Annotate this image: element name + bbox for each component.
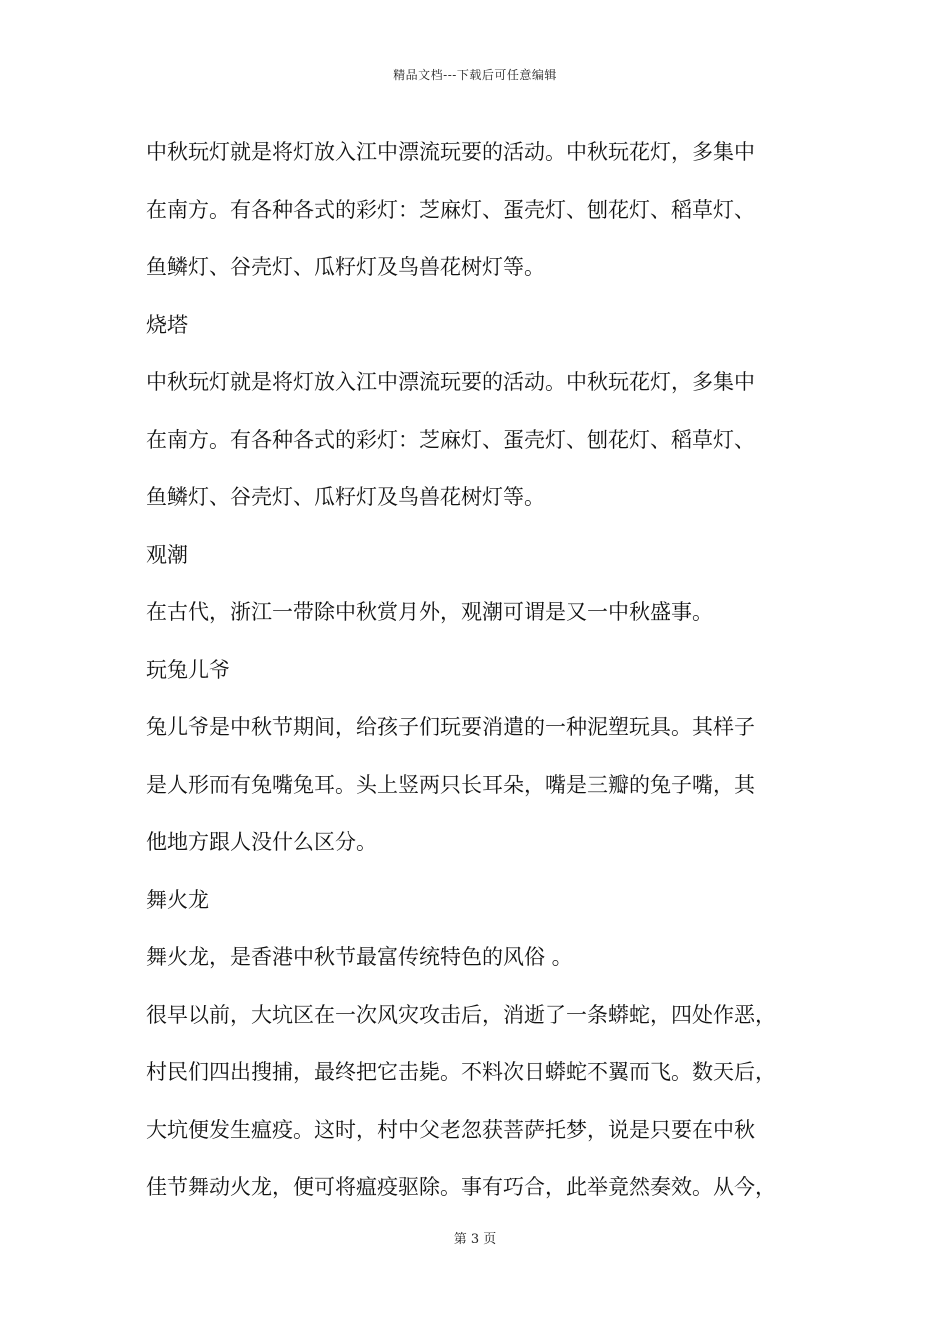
text-line: 中秋玩灯就是将灯放入江中漂流玩要的活动。中秋玩花灯，多集中 <box>146 140 755 164</box>
text-line: 在古代，浙江一带除中秋赏月外，观潮可谓是又一中秋盛事。 <box>146 600 713 624</box>
text-line: 是人形而有兔嘴兔耳。头上竖两只长耳朵，嘴是三瓣的兔子嘴，其 <box>146 772 755 797</box>
text-line: 佳节舞动火龙，便可将瘟疫驱除。事有巧合，此举竟然奏效。从今， <box>146 1175 776 1199</box>
section-heading: 舞火龙 <box>146 887 209 912</box>
text-line: 在南方。有各种各式的彩灯：芝麻灯、蛋壳灯、刨花灯、稻草灯、 <box>146 427 755 452</box>
text-line: 舞火龙，是香港中秋节最富传统特色的风俗 。 <box>146 945 573 969</box>
page-number: 第 3 页 <box>453 1232 497 1247</box>
text-line: 很早以前，大坑区在一次风灾攻击后，消逝了一条蟒蛇，四处作恶， <box>146 1002 776 1027</box>
text-line: 村民们四出搜捕，最终把它击毙。不料次日蟒蛇不翼而飞。数天后， <box>146 1060 776 1084</box>
text-line: 鱼鳞灯、谷壳灯、瓜籽灯及鸟兽花树灯等。 <box>146 255 545 279</box>
section-heading: 玩兔儿爷 <box>146 657 230 682</box>
text-line: 他地方跟人没什么区分。 <box>146 830 377 854</box>
section-heading: 烧塔 <box>146 312 188 337</box>
text-line: 在南方。有各种各式的彩灯：芝麻灯、蛋壳灯、刨花灯、稻草灯、 <box>146 197 755 222</box>
page-header: 精品文档---下载后可任意编辑 <box>393 68 557 82</box>
document-body <box>146 131 814 1224</box>
section-heading: 观潮 <box>146 542 188 567</box>
text-line: 鱼鳞灯、谷壳灯、瓜籽灯及鸟兽花树灯等。 <box>146 485 545 509</box>
text-line: 中秋玩灯就是将灯放入江中漂流玩要的活动。中秋玩花灯，多集中 <box>146 370 755 394</box>
text-line: 大坑便发生瘟疫。这时，村中父老忽获菩萨托梦，说是只要在中秋 <box>146 1117 755 1142</box>
text-line: 兔儿爷是中秋节期间，给孩子们玩要消遣的一种泥塑玩具。其样子 <box>146 715 755 739</box>
